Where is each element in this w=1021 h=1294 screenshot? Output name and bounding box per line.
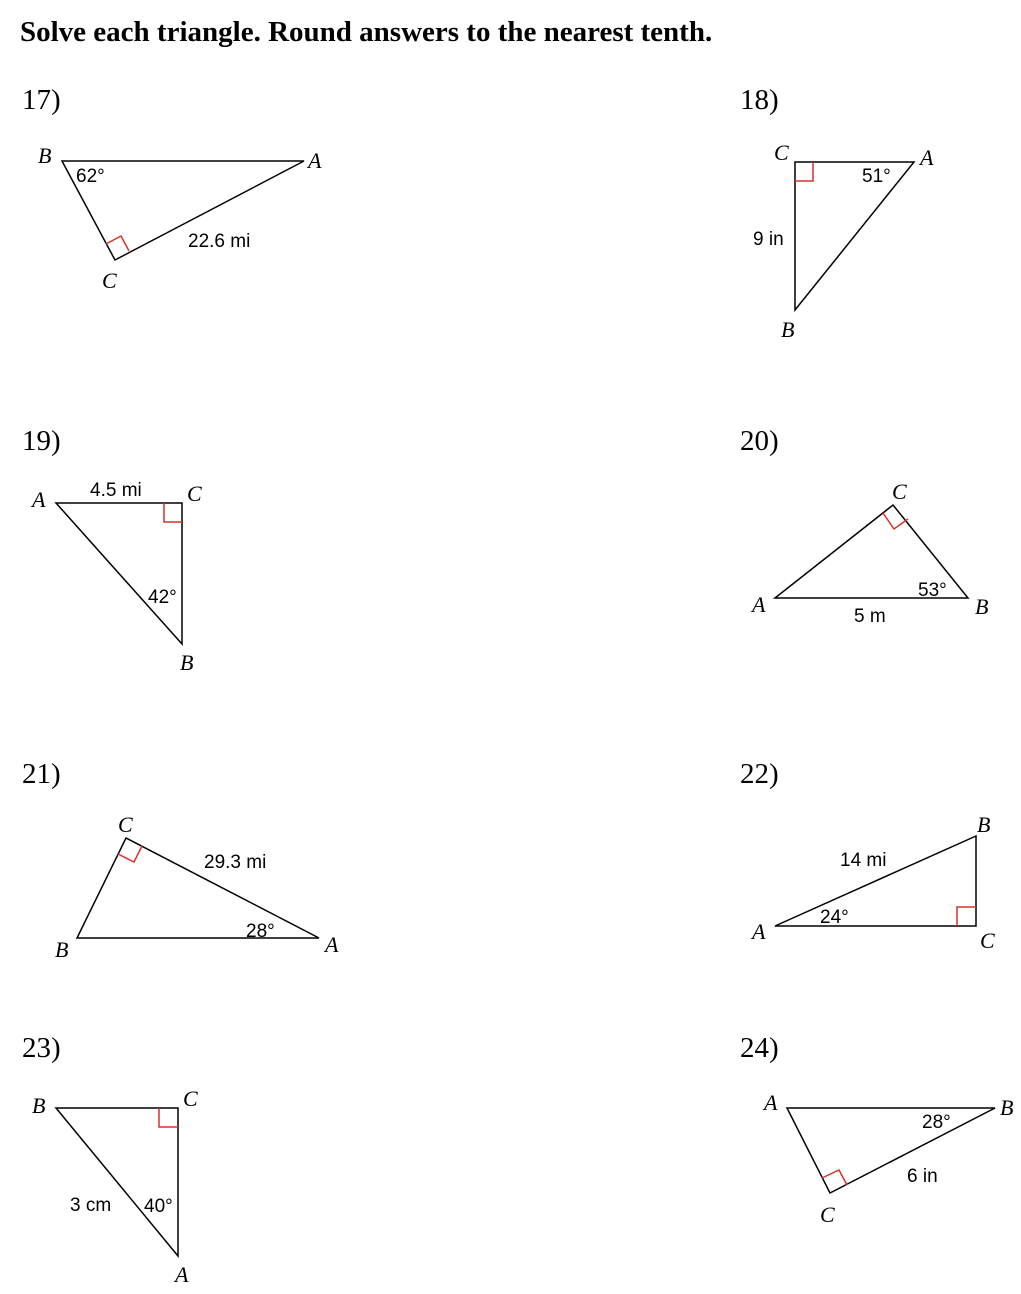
- vertex-label-18-c: C: [774, 140, 789, 165]
- right-angle-marker-18: [795, 162, 813, 181]
- problem-number-17: 17): [22, 84, 61, 116]
- measure-label-22-angle: 24°: [820, 907, 849, 928]
- vertex-label-22-a: A: [752, 919, 766, 944]
- vertex-label-19-a: A: [32, 487, 46, 512]
- problem-number-23: 23): [22, 1032, 61, 1064]
- triangle-23: [32, 1086, 198, 1287]
- vertex-label-20-a: A: [752, 592, 766, 617]
- vertex-label-23-c: C: [183, 1086, 198, 1111]
- measure-label-24-side: 6 in: [907, 1166, 938, 1187]
- vertex-label-23-a: A: [175, 1262, 189, 1287]
- problem-number-22: 22): [740, 758, 779, 790]
- vertex-label-18-b: B: [781, 317, 795, 342]
- triangle-19-outline: [56, 503, 182, 644]
- measure-label-21-angle: 28°: [246, 921, 275, 942]
- triangle-20: [750, 479, 988, 627]
- measure-label-23-side: 3 cm: [70, 1195, 112, 1216]
- vertex-label-20-c: C: [892, 479, 907, 504]
- triangle-18: [753, 140, 934, 342]
- measure-label-21-side: 29.3 mi: [204, 852, 267, 873]
- vertex-label-22-b: B: [977, 812, 991, 837]
- vertex-label-21-a: A: [325, 932, 339, 957]
- measure-label-19-angle: 42°: [148, 587, 177, 608]
- right-angle-marker-19: [164, 503, 182, 522]
- triangle-17: [38, 143, 322, 293]
- measure-label-18-side: 9 in: [753, 229, 784, 250]
- problem-number-21: 21): [22, 758, 61, 790]
- vertex-label-22-c: C: [980, 928, 995, 953]
- measure-label-19-side: 4.5 mi: [90, 480, 142, 501]
- measure-label-24-angle: 28°: [922, 1112, 951, 1133]
- vertex-label-21-c: C: [118, 812, 133, 837]
- vertex-label-19-b: B: [180, 650, 194, 675]
- problem-number-20: 20): [740, 425, 779, 457]
- measure-label-17-angle: 62°: [76, 166, 105, 187]
- right-angle-marker-23: [159, 1108, 178, 1127]
- measure-label-17-side: 22.6 mi: [188, 231, 251, 252]
- triangle-19: [30, 480, 202, 675]
- problem-number-18: 18): [740, 84, 779, 116]
- right-angle-marker-22: [957, 907, 976, 926]
- vertex-label-19-c: C: [187, 481, 202, 506]
- vertex-label-21-b: B: [55, 937, 69, 962]
- triangle-24-outline: [787, 1108, 995, 1193]
- vertex-label-17-a: A: [308, 148, 322, 173]
- vertex-label-24-b: B: [1000, 1095, 1014, 1120]
- vertex-label-24-a: A: [764, 1090, 778, 1115]
- measure-label-18-angle: 51°: [862, 166, 891, 187]
- triangle-23-outline: [56, 1108, 178, 1256]
- vertex-label-23-b: B: [32, 1093, 46, 1118]
- triangle-22: [750, 812, 995, 953]
- problem-number-24: 24): [740, 1032, 779, 1064]
- triangle-18-outline: [795, 162, 914, 310]
- vertex-label-20-b: B: [975, 594, 989, 619]
- vertex-label-18-a: A: [920, 145, 934, 170]
- measure-label-22-side: 14 mi: [840, 850, 887, 871]
- vertex-label-24-c: C: [820, 1202, 835, 1227]
- triangle-21: [55, 812, 339, 962]
- triangle-24: [762, 1090, 1013, 1227]
- problem-number-19: 19): [22, 425, 61, 457]
- triangle-21-outline: [77, 838, 319, 938]
- measure-label-20-side: 5 m: [854, 606, 886, 627]
- right-angle-marker-20: [883, 513, 908, 529]
- worksheet-instructions: Solve each triangle. Round answers to the nearest tenth.: [20, 16, 713, 48]
- vertex-label-17-c: C: [102, 268, 117, 293]
- measure-label-23-angle: 40°: [144, 1196, 173, 1217]
- vertex-label-17-b: B: [38, 143, 52, 168]
- right-angle-marker-24: [822, 1170, 847, 1185]
- measure-label-20-angle: 53°: [918, 580, 947, 601]
